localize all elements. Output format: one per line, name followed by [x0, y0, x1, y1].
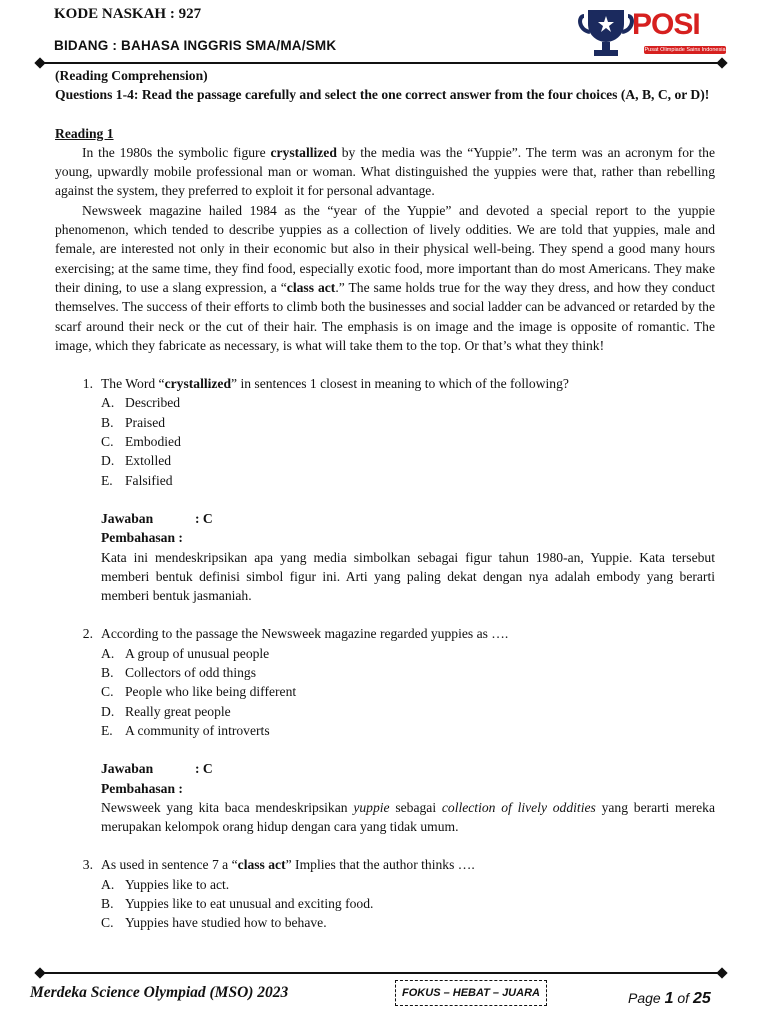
- event-name: Merdeka Science Olympiad (MSO) 2023: [30, 984, 289, 1001]
- header-divider: [40, 62, 722, 64]
- answer-option[interactable]: A. A group of unusual people: [101, 645, 270, 661]
- question-1: [55, 374, 715, 393]
- kode-naskah: KODE NASKAH : 927: [54, 6, 202, 22]
- posi-logo: [576, 6, 728, 62]
- explanation-label: Pembahasan :: [101, 530, 183, 546]
- question-number: 2.: [82, 626, 93, 642]
- answer-option[interactable]: E. Falsified: [101, 472, 173, 488]
- logo-text: POSI: [632, 8, 700, 41]
- footer-divider: [40, 972, 722, 974]
- page-number: Page 1 of 25: [628, 990, 711, 1007]
- question-text: According to the passage the Newsweek magazine regarded yuppies as ….: [101, 626, 509, 642]
- motto-box: FOKUS – HEBAT – JUARA: [395, 980, 547, 1006]
- page-header: [0, 0, 768, 66]
- answer-option[interactable]: B. Collectors of odd things: [101, 665, 257, 681]
- answer-key: Jawaban : C: [101, 510, 213, 526]
- passage-paragraph-2: Newsweek magazine hailed 1984 as the “year of the Yuppie” and devoted a special report to the yuppie phenomenon, which tended to describe yuppies as a collection of lively oddities. We are told that yuppies, male and female, are interested not only in their economic but also in their physical well-being. They spend a good many hours exercising; at the same time, they find food, especially exotic food, more important than do most Americans. They make their dining, to use a slang expression, a “class act.” The same holds true for the way they dress, and how they conduct themselves. The success of their efforts to climb both the businesses and social ladder can be advanced or retarded by the scarf around their neck or the cut of their hair. The emphasis is on image and the image is opposite of romantic. The image, which they fabricate as necessary, is what will take them to the top. Or that’s what they think!: [55, 202, 716, 353]
- answer-option[interactable]: B. Praised: [101, 414, 166, 430]
- answer-option[interactable]: A. Described: [101, 395, 181, 411]
- answer-option[interactable]: E. A community of introverts: [101, 722, 270, 738]
- answer-option[interactable]: D. Really great people: [101, 703, 231, 719]
- question-3: [55, 855, 715, 874]
- question-2: [55, 624, 715, 643]
- passage-paragraph-1: In the 1980s the symbolic figure crystallized by the media was the “Yuppie”. The term was an acronym for the young, upwardly mobile professional man or woman. What distinguished the yuppies were that, rather than rebelling against the system, they preferred to exploit it for personal advantage.: [55, 144, 715, 199]
- question-number: 1.: [82, 376, 93, 392]
- explanation-label: Pembahasan :: [101, 780, 183, 796]
- answer-option[interactable]: B. Yuppies like to eat unusual and exciting food.: [101, 895, 374, 911]
- logo-subtitle: Pusat Olimpiade Sains Indonesia: [644, 47, 726, 53]
- explanation-text: Newsweek yang kita baca mendeskripsikan yuppie sebagai collection of lively oddities yang berarti mereka merupakan kelompok orang hidup dengan cara yang tidak umum.: [101, 799, 716, 835]
- answer-option[interactable]: A. Yuppies like to act.: [101, 876, 230, 892]
- explanation-text: Kata ini mendeskripsikan apa yang media simbolkan sebagai figur tahun 1980-an, Yuppie. Kata tersebut memberi bentuk definisi simbol figur ini. Arti yang paling dekat dengan nya adalah embody yang berarti memberi bentuk jasmaniah.: [101, 549, 715, 604]
- answer-option[interactable]: C. Yuppies have studied how to behave.: [101, 915, 327, 931]
- section-label: (Reading Comprehension): [55, 68, 208, 83]
- answer-option[interactable]: C. Embodied: [101, 434, 181, 450]
- answer-option[interactable]: D. Extolled: [101, 453, 172, 469]
- trophy-icon: [576, 6, 636, 62]
- answer-option[interactable]: C. People who like being different: [101, 684, 297, 700]
- bidang: BIDANG : BAHASA INGGRIS SMA/MA/SMK: [54, 38, 337, 53]
- question-text: The Word “crystallized” in sentences 1 closest in meaning to which of the following?: [101, 376, 569, 392]
- answer-key: Jawaban : C: [101, 761, 213, 777]
- instructions: Questions 1-4: Read the passage carefully and select the one correct answer from the four choices (A, B, C, or D)!: [55, 87, 710, 103]
- reading-title: Reading 1: [55, 125, 114, 141]
- question-text: As used in sentence 7 a “class act” Implies that the author thinks ….: [101, 857, 475, 873]
- question-number: 3.: [82, 857, 93, 873]
- document-body: [55, 66, 715, 933]
